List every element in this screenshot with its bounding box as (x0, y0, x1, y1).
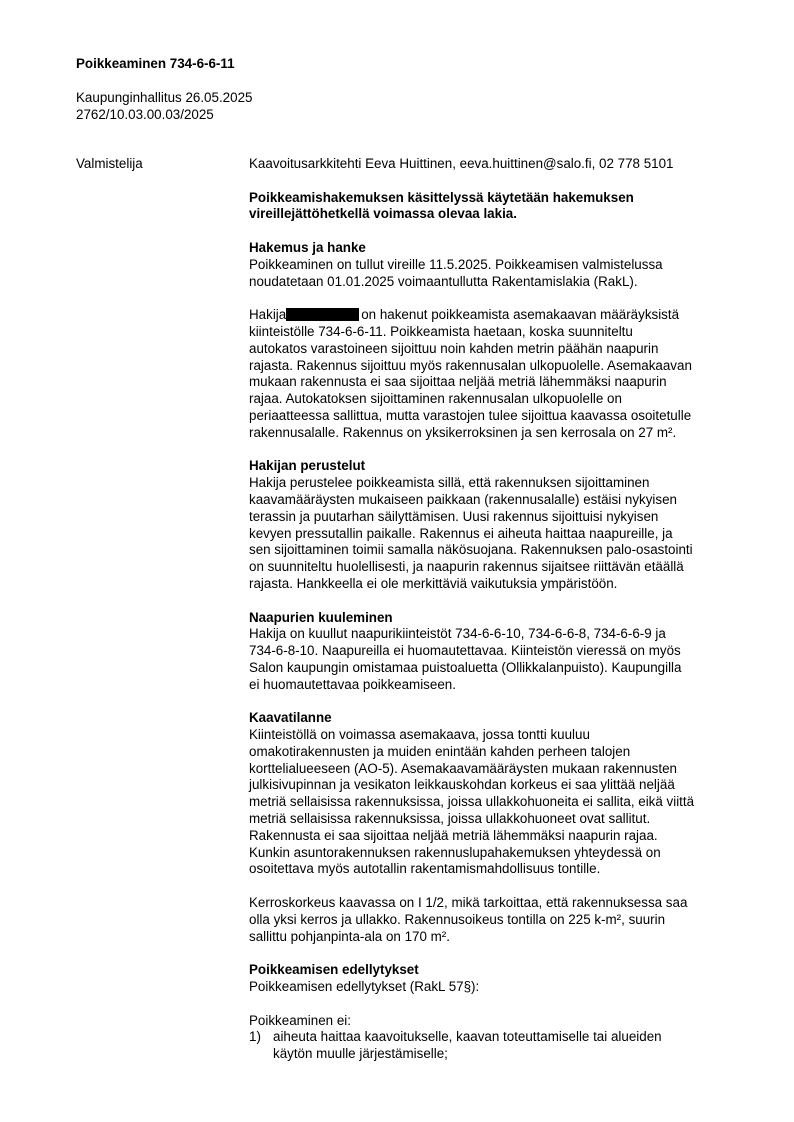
text-line: autokatos varastoineen sijoittuu noin kahden metrin päähän naapurin (249, 340, 659, 356)
intro-line: vireillejättöhetkellä voimassa olevaa lakia. (249, 206, 517, 222)
text-line: Kerroskorkeus kaavassa on I 1/2, mikä tarkoittaa, että rakennuksessa saa (249, 895, 688, 911)
text-line: Hakija on kuullut naapurikiinteistöt 734-6-6-10, 734-6-6-8, 734-6-6-9 ja (249, 626, 666, 642)
text-line: periaatteessa sallittua, mutta varastojen tulee sijoittua kaavassa osoitetulle (249, 407, 692, 423)
list-item (249, 1029, 739, 1063)
text-line: osoitettava myös autotallin rakentamismahdollisuus tontille. (249, 861, 601, 877)
reference-number: 2762/10.03.00.03/2025 (76, 106, 214, 122)
text-line (249, 307, 739, 324)
text-line: kaavamääräysten mukaiseen paikkaan (rakennusalalle) estäisi nykyisen (249, 491, 677, 507)
section-heading-edellytykset: Poikkeamisen edellytykset (249, 962, 419, 978)
text-line: Salon kaupungin omistamaa puistoaluetta (Ollikkalanpuisto). Kaupungilla (249, 659, 682, 675)
intro-statement (249, 190, 739, 224)
text-line: sallittu pohjanpinta-ala on 170 m². (249, 928, 450, 944)
text-line: metriä sellaisissa rakennuksissa, joissa ullakkohuoneet ovat sallitut. (249, 811, 651, 827)
text-line: omakotirakennusten ja muiden enintään kahden perheen talojen (249, 743, 631, 759)
redacted-name (286, 308, 359, 321)
text-line: rajaa. Autokatoksen sijoittaminen rakennusalan ulkopuolelle on (249, 391, 622, 407)
text-line: ei huomautettavaa poikkeamiseen. (249, 676, 456, 692)
paragraph (249, 727, 739, 878)
meeting-info: Kaupunginhallitus 26.05.2025 (76, 90, 253, 105)
paragraph (249, 475, 739, 593)
section-heading-perustelut: Hakijan perustelut (249, 458, 366, 474)
text-line: Kiinteistöllä on voimassa asemakaava, jossa tontti kuuluu (249, 727, 590, 743)
text-line: olla yksi kerros ja ullakko. Rakennusoikeus tontilla on 225 k-m², suurin (249, 911, 666, 927)
paragraph (249, 257, 739, 291)
text-line: kiinteistölle 734-6-6-11. Poikkeamista haetaan, koska suunniteltu (249, 323, 633, 339)
text-line: on suunniteltu huolellisesti, ja naapurin rakennus sijaitsee riittävän etäällä (249, 559, 684, 575)
text-line: Poikkeaminen ei: (249, 1012, 351, 1028)
paragraph (249, 895, 739, 945)
text-line: metriä sellaisissa rakennuksissa, joissa ullakkohuoneita ei sallita, eikä viittä (249, 794, 695, 810)
paragraph (249, 307, 739, 441)
text-line: noudatetaan 01.01.2025 voimaantullutta Rakentamislakia (RakL). (249, 273, 638, 289)
preparer-label: Valmistelija (76, 156, 143, 171)
applicant-prefix: Hakija (249, 307, 287, 323)
section-heading-hakemus: Hakemus ja hanke (249, 239, 366, 255)
document-title: Poikkeaminen 734-6-6-11 (76, 56, 235, 71)
text-line: julkisivupinnan ja vesikaton leikkauskohdan korkeus ei saa ylittää neljää (249, 777, 675, 793)
section-heading-naapurit: Naapurien kuuleminen (249, 609, 393, 625)
text-line: Poikkeamisen edellytykset (RakL 57§): (249, 979, 480, 995)
applicant-suffix: on hakenut poikkeamista asemakaavan määräyksistä (361, 307, 680, 323)
document-meta (76, 90, 252, 124)
list-number: 1) (249, 1029, 261, 1045)
text-line: rajasta. Hankkeella ei ole merkittäviä vaikutuksia ympäristöön. (249, 575, 618, 591)
text-line: rajasta. Rakennus sijoittuu myös rakennusalan ulkopuolelle. Asemakaavan (249, 357, 692, 373)
intro-line: Poikkeamishakemuksen käsittelyssä käytetään hakemuksen (249, 189, 634, 205)
text-line: korttelialueeseen (AO-5). Asemakaavamääräysten mukaan rakennusten (249, 760, 677, 776)
text-line: mukaan rakennusta ei saa sijoittaa neljää metriä lähemmäksi naapurin (249, 374, 667, 390)
section-heading-kaavatilanne: Kaavatilanne (249, 710, 332, 726)
text-line: kevyen pressutallin paikalle. Rakennus ei aiheuta haittaa naapureille, ja (249, 525, 673, 541)
text-line: Hakija perustelee poikkeamista sillä, että rakennuksen sijoittaminen (249, 475, 650, 491)
text-line: terassin ja puutarhan säilyttämisen. Uusi rakennus sijoittuisi nykyisen (249, 508, 659, 524)
text-line: 734-6-8-10. Naapureilla ei huomautettavaa. Kiinteistön vieressä on myös (249, 643, 681, 659)
text-line: aiheuta haittaa kaavoitukselle, kaavan toteuttamiselle tai alueiden (273, 1029, 662, 1045)
text-line: rakennusalalle. Rakennus on yksikerroksinen ja sen kerrosala on 27 m². (249, 424, 677, 440)
document-body (249, 156, 739, 1063)
text-line: Kunkin asuntorakennuksen rakennuslupahakemuksen yhteydessä on (249, 844, 661, 860)
text-line: Rakennusta ei saa sijoittaa neljää metriä lähemmäksi naapurin rajaa. (249, 827, 658, 843)
text-line: käytön muulle järjestämiselle; (273, 1046, 448, 1062)
text-line: sen sijoittaminen toimii samalla näkösuojana. Rakennuksen palo-osastointi (249, 542, 693, 558)
text-line: Poikkeaminen on tullut vireille 11.5.2025. Poikkeamisen valmistelussa (249, 256, 663, 272)
preparer-info: Kaavoitusarkkitehti Eeva Huittinen, eeva.huittinen@salo.fi, 02 778 5101 (249, 156, 674, 171)
paragraph (249, 626, 739, 693)
